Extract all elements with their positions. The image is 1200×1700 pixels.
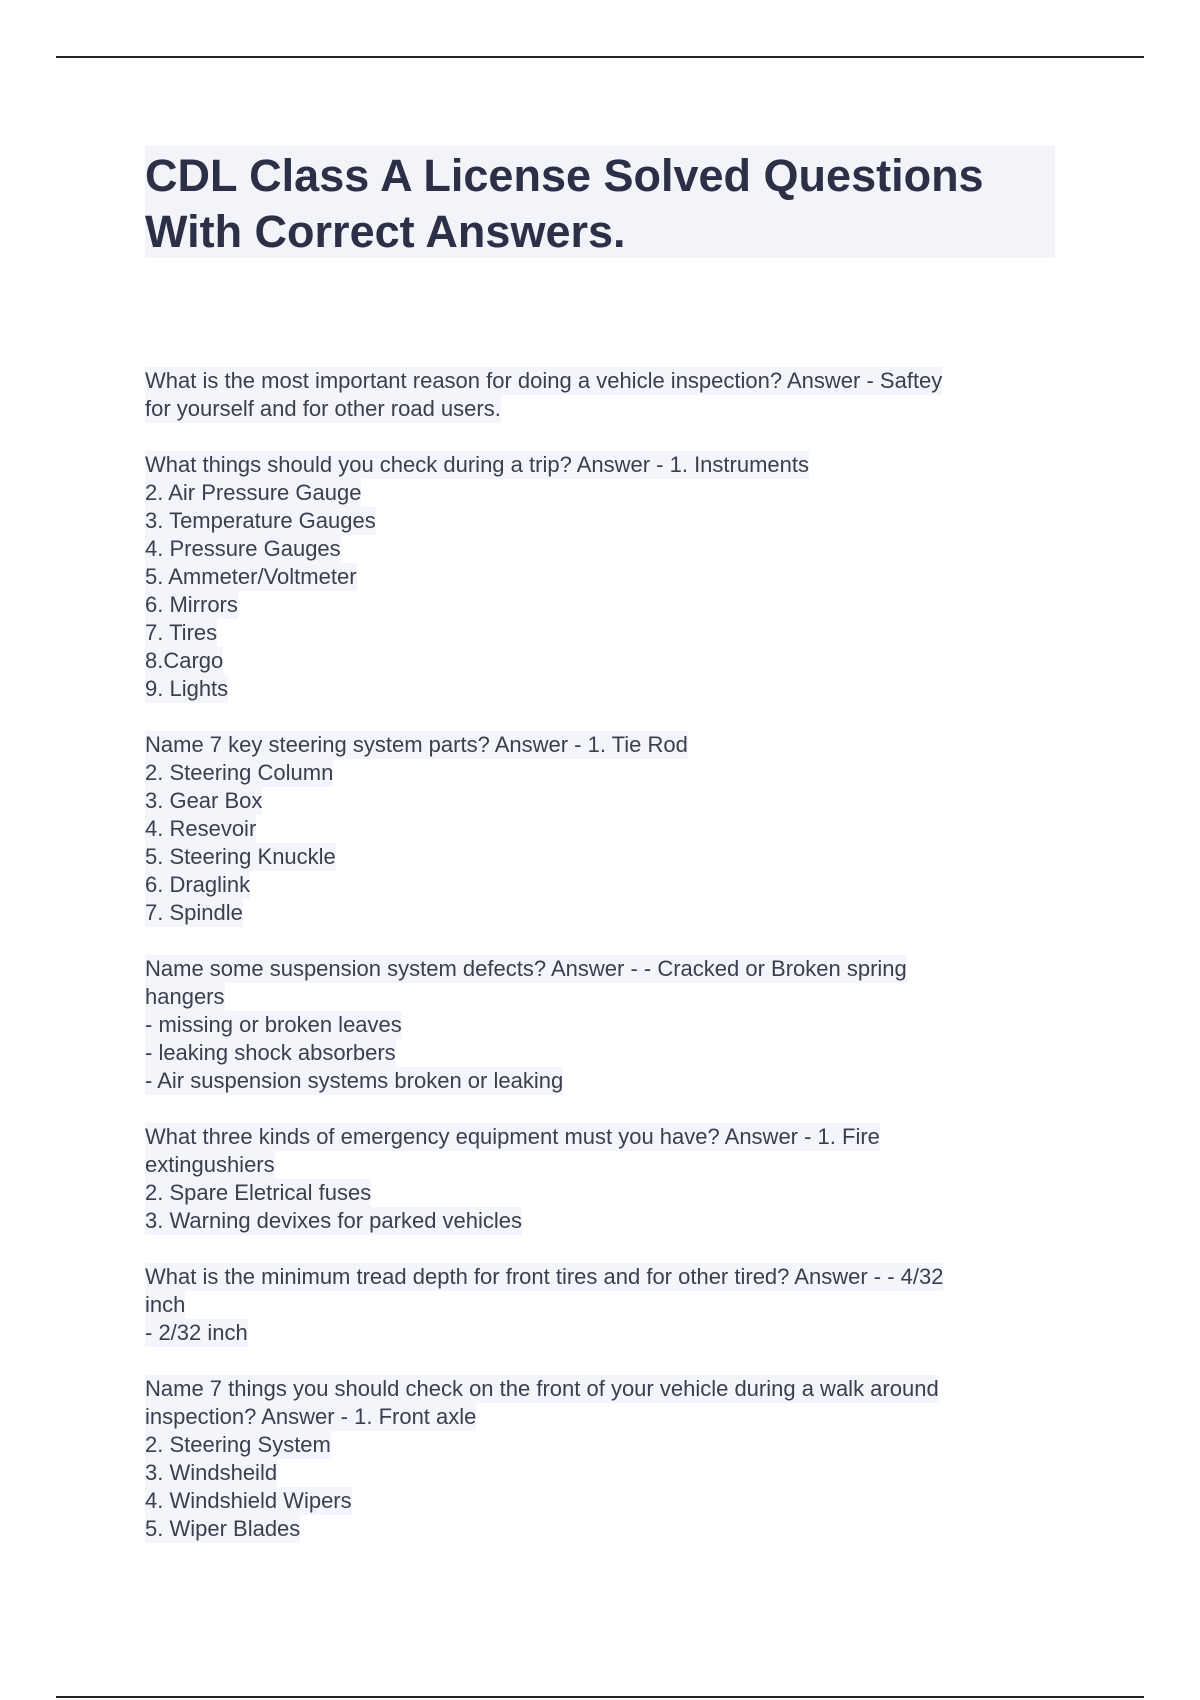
answer-line: 2. Air Pressure Gauge (145, 480, 362, 505)
question-line: What is the most important reason for doing a vehicle inspection? Answer - Saftey (145, 368, 943, 393)
answer-line: 7. Tires (145, 620, 218, 645)
answer-line: - missing or broken leaves (145, 1012, 402, 1037)
title-block (145, 146, 1055, 258)
question-line: What is the minimum tread depth for front tires and for other tired? Answer - - 4/32 (145, 1264, 944, 1289)
qa-item (145, 1263, 1075, 1347)
answer-line: 8.Cargo (145, 648, 224, 673)
answer-line: 3. Warning devixes for parked vehicles (145, 1208, 523, 1233)
answer-line: 2. Steering Column (145, 760, 334, 785)
top-rule (56, 56, 1144, 58)
answer-line: 3. Gear Box (145, 788, 263, 813)
answer-line: 4. Resevoir (145, 816, 257, 841)
answer-line: 3. Windsheild (145, 1460, 278, 1485)
answer-line: 2. Spare Eletrical fuses (145, 1180, 372, 1205)
answer-line: 2. Steering System (145, 1432, 331, 1457)
qa-item (145, 451, 1075, 703)
qa-item (145, 1375, 1075, 1543)
answer-line: - Air suspension systems broken or leaking (145, 1068, 564, 1093)
bottom-rule (56, 1696, 1144, 1698)
answer-line: 6. Draglink (145, 872, 251, 897)
answer-line: 5. Ammeter/Voltmeter (145, 564, 357, 589)
question-line: Name 7 key steering system parts? Answer - 1. Tie Rod (145, 732, 688, 757)
qa-item (145, 731, 1075, 927)
qa-item (145, 367, 1075, 423)
answer-line: for yourself and for other road users. (145, 396, 501, 421)
answer-line: 9. Lights (145, 676, 229, 701)
answer-line: 4. Windshield Wipers (145, 1488, 352, 1513)
title-line-1: CDL Class A License Solved Questions (145, 150, 984, 201)
answer-line: 7. Spindle (145, 900, 243, 925)
answer-line: extingushiers (145, 1152, 275, 1177)
answer-line: hangers (145, 984, 225, 1009)
question-line: What three kinds of emergency equipment must you have? Answer - 1. Fire (145, 1124, 880, 1149)
answer-line: 5. Wiper Blades (145, 1516, 301, 1541)
answer-line: inch (145, 1292, 186, 1317)
answer-line: 6. Mirrors (145, 592, 238, 617)
answer-line: 3. Temperature Gauges (145, 508, 376, 533)
question-line: What things should you check during a trip? Answer - 1. Instruments (145, 452, 809, 477)
document-title (145, 146, 1055, 260)
answer-line: 4. Pressure Gauges (145, 536, 341, 561)
question-line: Name 7 things you should check on the front of your vehicle during a walk around (145, 1376, 939, 1401)
answer-line: 5. Steering Knuckle (145, 844, 336, 869)
answer-line: inspection? Answer - 1. Front axle (145, 1404, 477, 1429)
qa-item (145, 955, 1075, 1095)
qa-item (145, 1123, 1075, 1235)
qa-list (145, 367, 1075, 1571)
answer-line: - leaking shock absorbers (145, 1040, 396, 1065)
title-line-2: With Correct Answers. (145, 206, 626, 257)
question-line: Name some suspension system defects? Answer - - Cracked or Broken spring (145, 956, 907, 981)
answer-line: - 2/32 inch (145, 1320, 248, 1345)
